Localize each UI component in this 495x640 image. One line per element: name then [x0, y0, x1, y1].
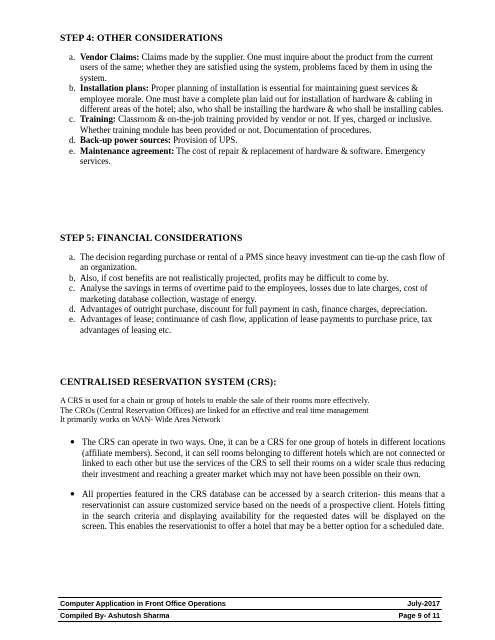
bullet-icon: ● — [70, 437, 75, 446]
item-text: The cost of repair & replacement of hardware & software. Emergency services. — [80, 145, 426, 167]
step5-heading: STEP 5: FINANCIAL CONSIDERATIONS — [60, 233, 243, 244]
bullet-icon: ● — [70, 489, 75, 499]
item-text: Claims made by the supplier. One must inquire about the product from the current users of the same; whether they are satisfied using the system, problems faced by them in using the system. — [80, 52, 433, 83]
item-term: Back-up power sources: — [80, 135, 171, 146]
list-marker: a. — [69, 252, 76, 262]
step4-heading: STEP 4: OTHER CONSIDERATIONS — [60, 33, 223, 44]
footer-author: Compiled By- Ashutosh Sharma — [60, 611, 170, 620]
list-marker: b. — [69, 272, 76, 283]
step4-item-e — [60, 146, 445, 167]
item-text: Analyse the savings in terms of overtime paid to the employees, losses due to late charges, cost of marketing database collection, wastage of energy. — [80, 283, 428, 304]
footer-course-title: Computer Application in Front Office Operations — [60, 599, 226, 608]
step5-item-a — [60, 252, 445, 273]
list-marker: a. — [69, 52, 76, 62]
page-footer — [58, 597, 442, 622]
crs-bullet — [60, 437, 445, 479]
item-term: Vendor Claims: — [80, 52, 140, 62]
item-text: Proper planning of installation is essential for maintaining guest services & employee morale. One must have a complete plan laid out for installation of hardware & cabling in different areas of the hotel; also, who shall be installing the hardware & who shall be installing cables. — [80, 83, 444, 115]
item-text: The decision regarding purchase or rental of a PMS since heavy investment can tie-up the cash flow of an organization. — [80, 252, 445, 273]
step5-item-d — [60, 304, 445, 314]
step4-list — [60, 52, 445, 166]
step5-item-e — [60, 314, 445, 335]
list-marker: c. — [69, 114, 76, 125]
footer-date: July-2017 — [407, 599, 440, 608]
footer-row-2 — [58, 610, 442, 621]
crs-heading: CENTRALISED RESERVATION SYSTEM (CRS): — [60, 377, 277, 388]
footer-divider — [58, 621, 442, 622]
step4-item-c — [60, 114, 445, 135]
item-text: Advantages of outright purchase, discount for full payment in cash, finance charges, depreciation. — [80, 304, 428, 315]
crs-intro-line: It primarily works on WAN- Wide Area Network — [60, 415, 221, 425]
list-marker: e. — [69, 314, 76, 325]
step5-list — [60, 252, 445, 335]
bullet-text: All properties featured in the CRS database can be accessed by a search criterion- this means that a reservationist can assure customized service based on the needs of a prospective client. Hotels fitting in the search criteria and displaying availability for the requested dates will be displayed on the screen. This enables the reservationist to offer a hotel that may be a better option for a scheduled date. — [82, 489, 445, 532]
step5-item-c — [60, 283, 445, 304]
step4-item-d — [60, 135, 445, 145]
bullet-text: The CRS can operate in two ways. One, it can be a CRS for one group of hotels in different locations (affiliate members). Second, it can sell rooms belonging to different hotels which are not connected or linked to each other but use the services of the CRS to sell their rooms on a wider scale thus reducing their investment and reaching a greater market which may not have been possible on their own. — [82, 437, 445, 479]
item-text: Provision of UPS. — [170, 135, 238, 146]
footer-row-1 — [58, 598, 442, 609]
crs-bullet — [60, 489, 445, 531]
crs-intro-line: A CRS is used for a chain or group of hotels to enable the sale of their rooms more effectively. — [60, 396, 370, 405]
item-term: Installation plans: — [80, 83, 149, 94]
item-term: Maintenance agreement: — [80, 145, 175, 156]
crs-intro — [60, 396, 460, 425]
item-text: Advantages of lease; continuance of cash flow, application of lease payments to purchase price, tax advantages of leasing etc. — [80, 314, 433, 335]
list-marker: c. — [69, 283, 76, 294]
crs-bullets — [60, 437, 445, 532]
list-marker: d. — [69, 135, 76, 146]
footer-page-number: Page 9 of 11 — [398, 611, 440, 620]
crs-intro-line: The CROs (Central Reservation Offices) are linked for an effective and real time management — [60, 405, 369, 415]
item-text: Also, if cost benefits are not realistically projected, profits may be difficult to come by. — [80, 272, 389, 283]
step4-item-b — [60, 83, 445, 114]
item-term: Training: — [80, 114, 116, 125]
list-marker: e. — [69, 145, 76, 156]
list-marker: d. — [69, 304, 76, 315]
step5-item-b — [60, 273, 445, 283]
step4-item-a — [60, 52, 445, 83]
item-text: Classroom & on-the-job training provided by vendor or not. If yes, charged or inclusive. Whether training module has been provided or not. Documentation of procedures. — [80, 114, 432, 135]
list-marker: b. — [69, 83, 76, 94]
